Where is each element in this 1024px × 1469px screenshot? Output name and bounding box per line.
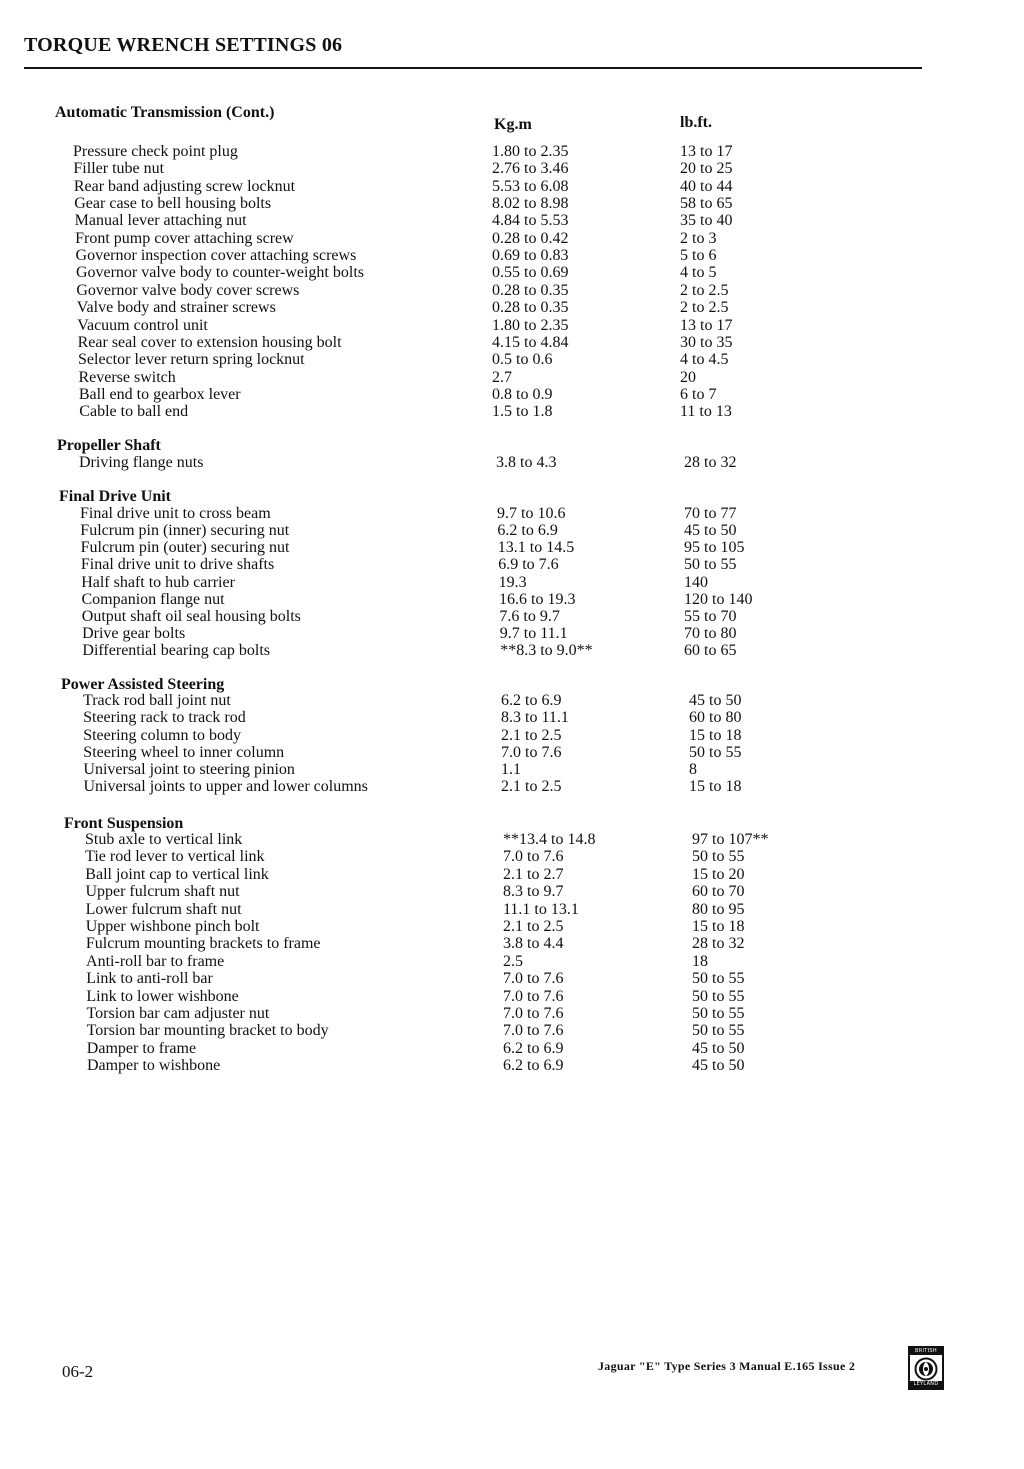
kgm-value: 0.28 to 0.42: [492, 229, 569, 247]
kgm-value: 2.7: [492, 368, 512, 386]
kgm-value: 7.0 to 7.6: [503, 987, 564, 1005]
kgm-value: 1.1: [501, 761, 521, 778]
kgm-value: **8.3 to 9.0**: [500, 642, 593, 660]
lbft-value: 50 to 55: [692, 1005, 745, 1022]
table-row: [0, 744, 1024, 761]
item-label: Selector lever return spring locknut: [78, 351, 305, 369]
kgm-value: 4.15 to 4.84: [492, 333, 569, 351]
table-row: [0, 918, 1024, 935]
kgm-value: 13.1 to 14.5: [497, 539, 575, 557]
lbft-value: 50 to 55: [692, 848, 745, 866]
table-row: [0, 848, 1024, 865]
section-heading-propeller-shaft: Propeller Shaft: [57, 437, 161, 454]
table-row: [0, 727, 1024, 744]
kgm-value: 7.0 to 7.6: [503, 1005, 564, 1022]
item-label: Tie rod lever to vertical link: [85, 848, 265, 866]
lbft-value: 70 to 80: [684, 625, 737, 643]
kgm-value: 8.3 to 11.1: [501, 709, 569, 727]
logo-bottom-text: LEYLAND: [910, 1381, 942, 1388]
table-row: [0, 556, 1024, 573]
item-label: Upper fulcrum shaft nut: [85, 883, 240, 901]
item-label: Pressure check point plug: [73, 143, 238, 160]
item-label: Fulcrum mounting brackets to frame: [85, 935, 321, 953]
item-label: Steering column to body: [83, 726, 241, 744]
kgm-value: 3.8 to 4.3: [496, 454, 557, 471]
item-label: Driving flange nuts: [79, 454, 204, 471]
table-row: [0, 522, 1024, 539]
lbft-value: 45 to 50: [684, 522, 737, 540]
table-row: [0, 901, 1024, 918]
item-label: Universal joint to steering pinion: [83, 761, 295, 778]
lbft-value: 60 to 80: [689, 709, 742, 727]
kgm-value: 16.6 to 19.3: [499, 590, 576, 608]
kgm-value: 6.2 to 6.9: [501, 692, 562, 709]
item-label: Drive gear bolts: [82, 625, 186, 643]
item-label: Fulcrum pin (outer) securing nut: [80, 539, 290, 557]
lbft-value: 2 to 2.5: [680, 281, 729, 299]
table-row: [0, 1040, 1024, 1057]
lbft-value: 50 to 55: [692, 1022, 745, 1040]
item-label: Final drive unit to cross beam: [80, 505, 271, 522]
item-label: Cable to ball end: [79, 403, 189, 421]
lbft-value: 50 to 55: [692, 970, 745, 988]
lbft-value: 140: [684, 573, 708, 591]
column-header-lbft: lb.ft.: [680, 114, 712, 131]
lbft-value: 50 to 55: [692, 987, 745, 1005]
item-label: Lower fulcrum shaft nut: [85, 900, 242, 918]
item-label: Torsion bar cam adjuster nut: [86, 1005, 270, 1022]
table-row: [0, 351, 1024, 368]
kgm-value: **13.4 to 14.8: [503, 831, 596, 848]
kgm-value: 6.2 to 6.9: [503, 1057, 564, 1075]
table-row: [0, 642, 1024, 659]
item-label: Differential bearing cap bolts: [82, 642, 271, 660]
lbft-value: 28 to 32: [692, 935, 745, 953]
kgm-value: 19.3: [498, 573, 527, 591]
item-label: Governor valve body to counter-weight bolts: [75, 264, 364, 282]
table-row: [0, 608, 1024, 625]
table-row: [0, 953, 1024, 970]
table-row: [0, 317, 1024, 334]
lbft-value: 13 to 17: [680, 143, 733, 160]
kgm-value: 3.8 to 4.4: [503, 935, 564, 953]
kgm-value: 1.5 to 1.8: [492, 403, 553, 421]
kgm-value: 9.7 to 10.6: [497, 505, 566, 522]
lbft-value: 11 to 13: [680, 403, 732, 421]
table-row: [0, 970, 1024, 987]
table-row: [0, 386, 1024, 403]
table-row: [0, 1057, 1024, 1074]
lbft-value: 97 to 107**: [692, 831, 769, 848]
kgm-value: 5.53 to 6.08: [492, 177, 569, 195]
table-row: [0, 369, 1024, 386]
lbft-value: 15 to 18: [692, 918, 745, 935]
lbft-value: 15 to 18: [689, 778, 742, 796]
table-row: [0, 574, 1024, 591]
item-label: Stub axle to vertical link: [85, 831, 243, 848]
kgm-value: 7.6 to 9.7: [499, 607, 560, 625]
item-label: Reverse switch: [78, 368, 176, 386]
item-label: Steering wheel to inner column: [83, 743, 285, 761]
kgm-value: 2.76 to 3.46: [492, 160, 569, 178]
table-row: [0, 1005, 1024, 1022]
item-label: Ball joint cap to vertical link: [85, 865, 269, 883]
logo-top-text: BRITISH: [910, 1348, 942, 1355]
lbft-value: 95 to 105: [684, 539, 745, 557]
british-leyland-logo-icon: [908, 1346, 944, 1390]
lbft-value: 40 to 44: [680, 177, 733, 195]
lbft-value: 60 to 70: [692, 883, 745, 901]
item-label: Ball end to gearbox lever: [78, 385, 241, 403]
table-row: [0, 178, 1024, 195]
lbft-value: 50 to 55: [689, 743, 742, 761]
section-heading-final-drive-unit: Final Drive Unit: [59, 488, 171, 505]
kgm-value: 8.02 to 8.98: [492, 195, 569, 213]
table-row: [0, 935, 1024, 952]
kgm-value: 6.2 to 6.9: [503, 1039, 564, 1057]
kgm-value: 8.3 to 9.7: [503, 883, 564, 901]
kgm-value: 0.5 to 0.6: [492, 351, 553, 369]
lbft-value: 45 to 50: [692, 1039, 745, 1057]
kgm-value: 4.84 to 5.53: [492, 212, 569, 230]
lbft-value: 2 to 2.5: [680, 299, 729, 317]
lbft-value: 60 to 65: [684, 642, 737, 660]
item-label: Upper wishbone pinch bolt: [85, 918, 260, 935]
table-row: [0, 264, 1024, 281]
item-label: Steering rack to track rod: [83, 709, 246, 727]
table-row: [0, 195, 1024, 212]
lbft-value: 13 to 17: [680, 316, 733, 334]
kgm-value: 11.1 to 13.1: [503, 900, 579, 918]
kgm-value: 1.80 to 2.35: [492, 143, 569, 160]
table-row: [0, 505, 1024, 522]
item-label: Link to anti-roll bar: [86, 970, 213, 988]
table-row: [0, 454, 1024, 471]
kgm-value: 2.1 to 2.5: [501, 726, 562, 744]
item-label: Torsion bar mounting bracket to body: [86, 1022, 329, 1040]
lbft-value: 45 to 50: [689, 692, 742, 709]
item-label: Anti-roll bar to frame: [86, 952, 225, 970]
section-heading-power-assisted-steering: Power Assisted Steering: [61, 676, 225, 693]
table-row: [0, 230, 1024, 247]
item-label: Link to lower wishbone: [86, 987, 239, 1005]
table-row: [0, 692, 1024, 709]
table-row: [0, 282, 1024, 299]
lbft-value: 4 to 5: [680, 264, 717, 282]
item-label: Valve body and strainer screws: [76, 299, 276, 317]
kgm-value: 7.0 to 7.6: [501, 743, 562, 761]
lbft-value: 45 to 50: [692, 1057, 745, 1075]
lbft-value: 120 to 140: [684, 590, 753, 608]
section-heading-automatic-transmission-cont: Automatic Transmission (Cont.): [55, 104, 275, 121]
table-row: [0, 778, 1024, 795]
kgm-value: 2.5: [503, 952, 523, 970]
item-label: Rear seal cover to extension housing bolt: [77, 333, 342, 351]
lbft-value: 8: [689, 761, 697, 778]
lbft-value: 28 to 32: [684, 454, 737, 471]
kgm-value: 0.28 to 0.35: [492, 281, 569, 299]
page-title: TORQUE WRENCH SETTINGS 06: [24, 34, 343, 56]
item-label: Front pump cover attaching screw: [75, 229, 294, 247]
table-row: [0, 212, 1024, 229]
table-row: [0, 143, 1024, 160]
item-label: Half shaft to hub carrier: [81, 573, 235, 591]
lbft-value: 15 to 20: [692, 865, 745, 883]
kgm-value: 6.9 to 7.6: [498, 556, 559, 574]
lbft-value: 30 to 35: [680, 333, 733, 351]
table-row: [0, 988, 1024, 1005]
lbft-value: 18: [692, 952, 708, 970]
section-heading-front-suspension: Front Suspension: [64, 815, 184, 832]
lbft-value: 80 to 95: [692, 900, 745, 918]
kgm-value: 9.7 to 11.1: [499, 625, 568, 643]
table-row: [0, 591, 1024, 608]
lbft-value: 2 to 3: [680, 229, 717, 247]
title-rule: [24, 67, 922, 69]
lbft-value: 70 to 77: [684, 505, 737, 522]
kgm-value: 2.1 to 2.7: [503, 865, 564, 883]
item-label: Vacuum control unit: [77, 316, 208, 334]
item-label: Gear case to bell housing bolts: [74, 195, 272, 213]
logo-emblem-icon: [914, 1357, 938, 1381]
item-label: Filler tube nut: [73, 160, 165, 178]
kgm-value: 7.0 to 7.6: [503, 1022, 564, 1040]
table-row: [0, 883, 1024, 900]
kgm-value: 7.0 to 7.6: [503, 970, 564, 988]
lbft-value: 4 to 4.5: [680, 351, 729, 369]
lbft-value: 50 to 55: [684, 556, 737, 574]
table-row: [0, 866, 1024, 883]
kgm-value: 7.0 to 7.6: [503, 848, 564, 866]
item-label: Companion flange nut: [81, 590, 225, 608]
lbft-value: 35 to 40: [680, 212, 733, 230]
kgm-value: 1.80 to 2.35: [492, 316, 569, 334]
lbft-value: 5 to 6: [680, 247, 717, 265]
lbft-value: 20 to 25: [680, 160, 733, 178]
item-label: Rear band adjusting screw locknut: [73, 177, 296, 195]
item-label: Damper to frame: [86, 1039, 197, 1057]
item-label: Fulcrum pin (inner) securing nut: [80, 522, 290, 540]
item-label: Universal joints to upper and lower columns: [83, 778, 368, 796]
lbft-value: 15 to 18: [689, 726, 742, 744]
lbft-value: 58 to 65: [680, 195, 733, 213]
kgm-value: 0.69 to 0.83: [492, 247, 569, 265]
table-row: [0, 403, 1024, 420]
item-label: Final drive unit to drive shafts: [80, 556, 275, 574]
item-label: Output shaft oil seal housing bolts: [81, 607, 301, 625]
table-row: [0, 539, 1024, 556]
column-header-kgm: Kg.m: [494, 116, 532, 133]
kgm-value: 0.28 to 0.35: [492, 299, 569, 317]
table-row: [0, 247, 1024, 264]
kgm-value: 0.55 to 0.69: [492, 264, 569, 282]
lbft-value: 6 to 7: [680, 385, 717, 403]
kgm-value: 0.8 to 0.9: [492, 385, 553, 403]
table-row: [0, 761, 1024, 778]
footer-page-number: 06-2: [62, 1362, 94, 1381]
table-row: [0, 625, 1024, 642]
item-label: Governor valve body cover screws: [76, 281, 300, 299]
item-label: Track rod ball joint nut: [83, 692, 231, 709]
kgm-value: 2.1 to 2.5: [503, 918, 564, 935]
kgm-value: 6.2 to 6.9: [497, 522, 558, 540]
item-label: Manual lever attaching nut: [74, 212, 247, 230]
table-row: [0, 1022, 1024, 1039]
table-row: [0, 334, 1024, 351]
table-row: [0, 160, 1024, 177]
footer-reference: Jaguar "E" Type Series 3 Manual E.165 Issue 2: [598, 1359, 856, 1373]
lbft-value: 55 to 70: [684, 607, 737, 625]
item-label: Damper to wishbone: [86, 1057, 221, 1075]
kgm-value: 2.1 to 2.5: [501, 778, 562, 796]
table-row: [0, 709, 1024, 726]
item-label: Governor inspection cover attaching screws: [75, 247, 357, 265]
lbft-value: 20: [680, 368, 696, 386]
table-row: [0, 831, 1024, 848]
table-row: [0, 299, 1024, 316]
